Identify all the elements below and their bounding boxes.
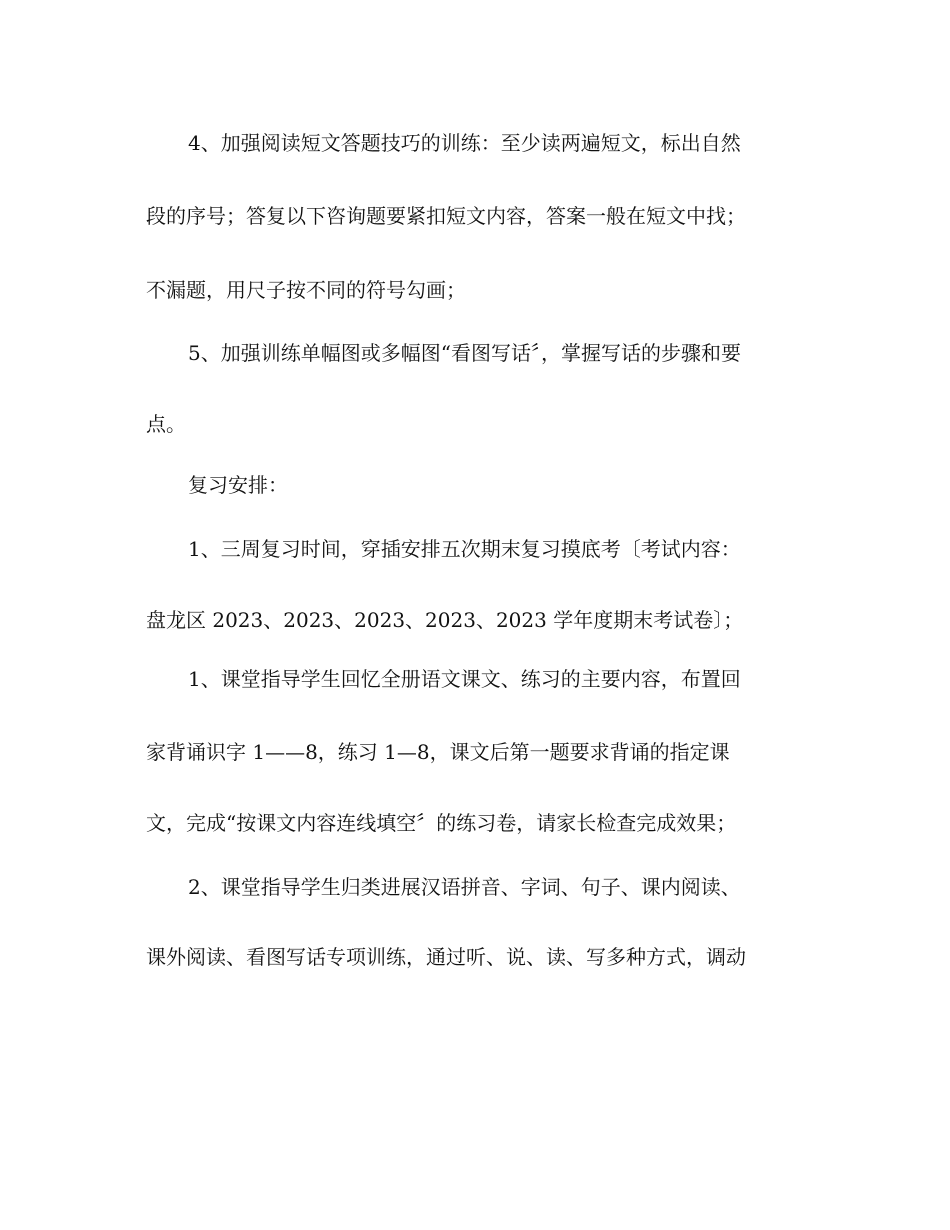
plan-item-1-line-2: 盘龙区 2023、2023、2023、2023、2023 学年度期末考试卷〕； — [146, 608, 744, 632]
paragraph-5-line-1: 5、加强训练单幅图或多幅图“看图写话〞，掌握写话的步骤和要 — [188, 341, 741, 365]
plan-item-2-line-2: 课外阅读、看图写话专项训练，通过听、说、读、写多种方式，调动 — [146, 945, 746, 969]
paragraph-5-line-2: 点。 — [146, 412, 186, 436]
plan-item-1-line-1: 1、三周复习时间，穿插安排五次期末复习摸底考〔考试内容： — [188, 537, 741, 561]
plan-item-1b-line-3: 文，完成“按课文内容连线填空〞的练习卷，请家长检查完成效果； — [146, 811, 737, 835]
section-heading-review-plan: 复习安排： — [188, 473, 288, 497]
plan-item-2-line-1: 2、课堂指导学生归类进展汉语拼音、字词、句子、课内阅读、 — [188, 875, 741, 899]
paragraph-4-line-1: 4、加强阅读短文答题技巧的训练：至少读两遍短文，标出自然 — [188, 131, 741, 155]
paragraph-4-line-3: 不漏题，用尺子按不同的符号勾画； — [146, 278, 466, 302]
plan-item-1b-line-2: 家背诵识字 1——8，练习 1—8，课文后第一题要求背诵的指定课 — [146, 740, 730, 764]
paragraph-4-line-2: 段的序号；答复以下咨询题要紧扣短文内容，答案一般在短文中找； — [146, 204, 746, 228]
plan-item-1b-line-1: 1、课堂指导学生回忆全册语文课文、练习的主要内容，布置回 — [188, 667, 741, 691]
